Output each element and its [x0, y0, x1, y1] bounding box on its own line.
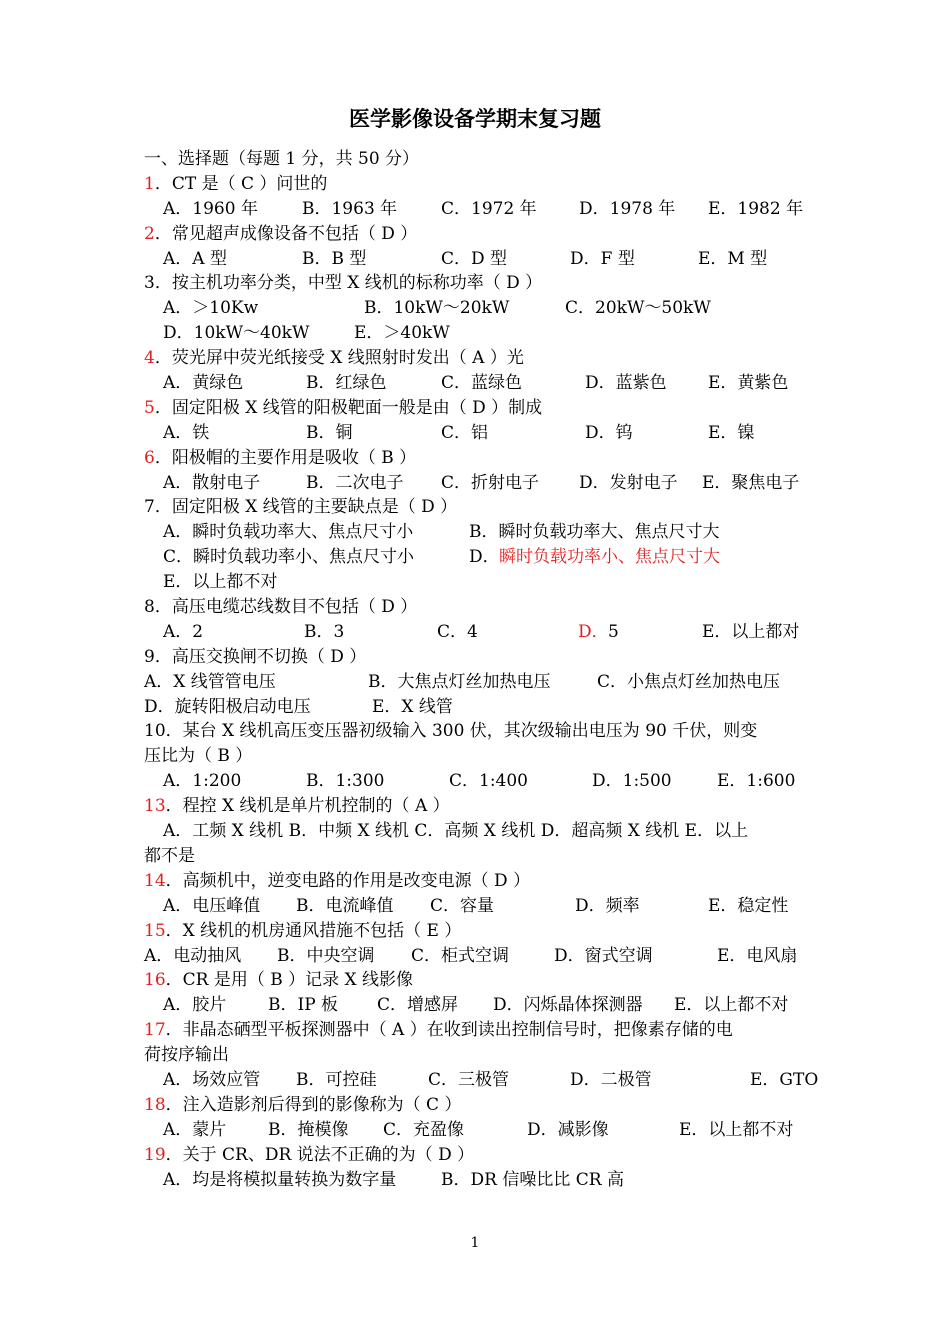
question-text: ．阳极帽的主要作用是吸收（ B ）	[154, 447, 417, 468]
question-13-options	[144, 819, 824, 844]
option-d-answer: 瞬时负载功率小、焦点尺寸大	[499, 547, 720, 568]
option-b: B．IP 板	[268, 995, 339, 1016]
question-number: 6	[144, 447, 155, 468]
question-text: ．程控 X 线机是单片机控制的（ A ）	[165, 796, 450, 817]
option-b: B．DR 信噪比比 CR 高	[441, 1169, 624, 1190]
question-number: 17	[144, 1020, 166, 1041]
option-d: D．旋转阳极启动电压	[144, 696, 311, 717]
option-a: A．电压峰值	[163, 895, 261, 916]
option-b: B．大焦点灯丝加热电压	[368, 671, 551, 692]
question-3: 3．按主机功率分类，中型 X 线机的标称功率（ D ）	[144, 273, 543, 294]
option-a: A．胶片	[163, 995, 227, 1016]
option-e: E．GTO	[750, 1069, 819, 1090]
question-5	[144, 396, 824, 421]
question-9: 9．高压交换闸不切换（ D ）	[144, 646, 367, 667]
option-d: D．F 型	[570, 248, 635, 269]
question-text: ．关于 CR、DR 说法不正确的为（ D ）	[165, 1144, 475, 1165]
question-10-options	[144, 769, 824, 794]
option-a: A．场效应管	[163, 1069, 261, 1090]
option-e: E．1982 年	[708, 198, 804, 219]
question-17	[144, 1018, 824, 1043]
option-d-letter: D．	[469, 547, 500, 568]
option-d: D．闪烁晶体探测器	[493, 995, 643, 1016]
question-15-options	[144, 944, 824, 969]
option-c: C．D 型	[441, 248, 508, 269]
option-a: A．1960 年	[163, 198, 258, 219]
option-d: D．1978 年	[579, 198, 676, 219]
option-c: C．柜式空调	[411, 945, 510, 966]
question-text: ．注入造影剂后得到的影像称为（ C ）	[165, 1094, 462, 1115]
option-c: C．1:400	[449, 771, 528, 792]
option-e: E．以上都不对	[163, 572, 278, 593]
question-number: 2	[144, 223, 155, 244]
option-e: E．以上都不对	[674, 995, 789, 1016]
question-list	[144, 147, 824, 1192]
question-number: 4	[144, 348, 155, 369]
question-16	[144, 968, 824, 993]
question-number: 19	[144, 1144, 166, 1165]
option-d: D．钨	[585, 422, 633, 443]
page-title: 医学影像设备学期末复习题	[349, 107, 601, 131]
question-18-options	[144, 1118, 824, 1143]
question-text: ．非晶态硒型平板探测器中（ A ）在收到读出控制信号时，把像素存储的电	[165, 1020, 733, 1041]
question-8-options	[144, 620, 824, 645]
option-d-letter: D．	[578, 621, 609, 642]
question-text: ．CR 是用（ B ）记录 X 线影像	[165, 970, 414, 991]
option-c: C．蓝绿色	[441, 373, 523, 394]
option-c: C．小焦点灯丝加热电压	[597, 671, 781, 692]
question-19	[144, 1143, 824, 1168]
option-a: A．电动抽风	[144, 945, 242, 966]
option-e: E．聚焦电子	[702, 472, 800, 493]
question-16-options	[144, 993, 824, 1018]
option-a: A．散射电子	[163, 472, 261, 493]
question-2-options	[144, 247, 824, 272]
option-c: C．容量	[430, 895, 495, 916]
option-b: B．10kW～20kW	[364, 298, 510, 319]
question-6-options	[144, 471, 824, 496]
option-a: A．铁	[163, 422, 210, 443]
question-text: ．固定阳极 X 线管的阳极靶面一般是由（ D ）制成	[154, 397, 543, 418]
option-d: D．发射电子	[579, 472, 678, 493]
question-8: 8．高压电缆芯线数目不包括（ D ）	[144, 597, 418, 618]
question-3-options	[144, 296, 824, 321]
question-10: 10．某台 X 线机高压变压器初级输入 300 伏，其次级输出电压为 90 千伏，则变	[144, 721, 758, 742]
question-14	[144, 869, 824, 894]
option-d: D．减影像	[527, 1119, 609, 1140]
question-number: 13	[144, 796, 166, 817]
option-c: C．充盈像	[383, 1119, 465, 1140]
option-b: B．二次电子	[306, 472, 404, 493]
question-7-options-cont	[144, 545, 824, 570]
section-heading: 一、选择题（每题 1 分，共 50 分）	[144, 149, 420, 169]
options-line: A．工频 X 线机 B．中频 X 线机 C．高频 X 线机 D．超高频 X 线机 E．以上	[163, 821, 749, 842]
option-d-value: 5	[608, 621, 619, 642]
page-number: 1	[470, 1235, 480, 1251]
option-a: A．＞10Kw	[163, 298, 259, 319]
question-5-options	[144, 421, 824, 446]
question-number: 15	[144, 920, 166, 941]
question-17-options	[144, 1068, 824, 1093]
option-e: E．以上都对	[702, 621, 800, 642]
question-4	[144, 346, 824, 371]
option-d: D．10kW～40kW	[163, 323, 310, 344]
question-number: 1	[144, 173, 155, 194]
question-1-options	[144, 197, 824, 222]
option-d: D．窗式空调	[554, 945, 653, 966]
question-number: 18	[144, 1094, 166, 1115]
question-text: ．常见超声成像设备不包括（ D ）	[154, 223, 418, 244]
option-c: C．20kW～50kW	[565, 298, 711, 319]
question-text: ．X 线机的机房通风措施不包括（ E ）	[165, 920, 462, 941]
option-b: B．3	[304, 621, 345, 642]
question-9-options-cont	[144, 695, 824, 720]
question-15	[144, 919, 824, 944]
question-number: 5	[144, 397, 155, 418]
question-2	[144, 222, 824, 247]
option-c: C．增感屏	[377, 995, 459, 1016]
option-a: A．X 线管管电压	[144, 671, 276, 692]
question-text: ．CT 是（ C ）问世的	[154, 173, 328, 194]
option-e: E．以上都不对	[679, 1119, 794, 1140]
question-13	[144, 794, 824, 819]
option-b: B．瞬时负载功率大、焦点尺寸大	[469, 522, 720, 543]
question-17-cont: 荷按序输出	[144, 1045, 229, 1066]
question-14-options	[144, 894, 824, 919]
option-b: B．掩模像	[268, 1119, 349, 1140]
option-a: A．1:200	[163, 771, 242, 792]
option-e: E．＞40kW	[354, 323, 450, 344]
option-e: E．黄紫色	[708, 373, 789, 394]
option-b: B．红绿色	[306, 373, 387, 394]
question-number: 14	[144, 870, 166, 891]
option-b: B．1:300	[306, 771, 385, 792]
option-e: E．1:600	[717, 771, 796, 792]
option-b: B．B 型	[302, 248, 367, 269]
question-text: ．荧光屏中荧光纸接受 X 线照射时发出（ A ）光	[154, 348, 524, 369]
option-d: D．1:500	[592, 771, 672, 792]
option-a: A．A 型	[163, 248, 227, 269]
option-a: A．黄绿色	[163, 373, 244, 394]
question-3-options-cont	[144, 321, 824, 346]
question-7-options	[144, 520, 824, 545]
option-e: E．X 线管	[372, 696, 453, 717]
question-number: 16	[144, 970, 166, 991]
option-e: E．M 型	[698, 248, 768, 269]
option-c: C．1972 年	[441, 198, 537, 219]
option-c: C．折射电子	[441, 472, 540, 493]
question-4-options	[144, 371, 824, 396]
option-d: D．二极管	[570, 1069, 652, 1090]
question-1	[144, 172, 824, 197]
question-19-options	[144, 1168, 824, 1193]
option-a: A．2	[163, 621, 204, 642]
question-13-options-cont: 都不是	[144, 845, 195, 866]
option-e: E．镍	[708, 422, 755, 443]
option-d: D．蓝紫色	[585, 373, 667, 394]
question-9-options	[144, 670, 824, 695]
option-d: D．频率	[575, 895, 640, 916]
question-7: 7．固定阳极 X 线管的主要缺点是（ D ）	[144, 497, 458, 518]
question-6	[144, 446, 824, 471]
option-b: B．中央空调	[277, 945, 375, 966]
option-c: C．铝	[441, 422, 489, 443]
option-b: B．铜	[306, 422, 353, 443]
option-e: E．电风扇	[717, 945, 798, 966]
option-c: C．4	[437, 621, 478, 642]
option-b: B．1963 年	[302, 198, 398, 219]
question-18	[144, 1093, 824, 1118]
question-7-options-cont2	[144, 570, 824, 595]
option-a: A．瞬时负载功率大、焦点尺寸小	[163, 522, 414, 543]
option-e: E．稳定性	[708, 895, 789, 916]
option-c: C．瞬时负载功率小、焦点尺寸小	[163, 547, 415, 568]
option-b: B．电流峰值	[296, 895, 394, 916]
option-a: A．均是将模拟量转换为数字量	[163, 1169, 397, 1190]
question-10-cont: 压比为（ B ）	[144, 746, 253, 767]
option-b: B．可控硅	[296, 1069, 377, 1090]
question-text: ．高频机中，逆变电路的作用是改变电源（ D ）	[165, 870, 531, 891]
option-c: C．三极管	[428, 1069, 510, 1090]
option-a: A．蒙片	[163, 1119, 227, 1140]
